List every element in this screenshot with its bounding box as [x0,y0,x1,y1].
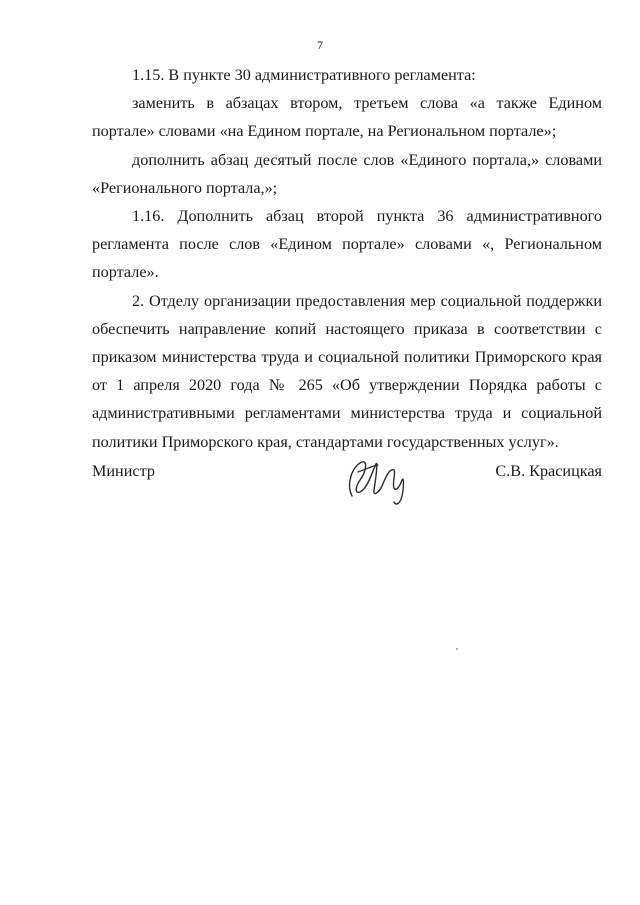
paragraph-1-16: 1.16. Дополнить абзац второй пункта 36 административного регламента после слов «Едином портале» словами «, Региональном портале». [92,207,602,282]
page-number: 7 [317,38,323,52]
paragraph-add-words: дополнить абзац десятый после слов «Единого портала,» словами «Регионального портала,»; [92,150,602,197]
paragraph-2: 2. Отделу организации предоставления мер социальной поддержки обеспечить направление копий настоящего приказа в соответствии с приказом министерства труда и социальной политики Приморского края от 1 апреля 2020 года № 265 «Об утверждении Порядка работы с административными регламентами министерства труда и социальной политики Приморского края, стандартами государственных услуг». [92,291,602,451]
signer-position: Министр [92,462,155,480]
paragraph-1-15: 1.15. В пункте 30 административного регламента: [132,66,476,84]
signer-name: С.В. Красицкая [495,462,602,480]
paragraph-replace-words: заменить в абзацах втором, третьем слова «а также Едином портале» словами «на Едином портале, на Региональном портале»; [92,94,602,141]
document-body [92,61,602,456]
signature-block [92,458,602,518]
handwritten-signature [338,450,418,510]
scan-artifact-dot [456,648,458,650]
